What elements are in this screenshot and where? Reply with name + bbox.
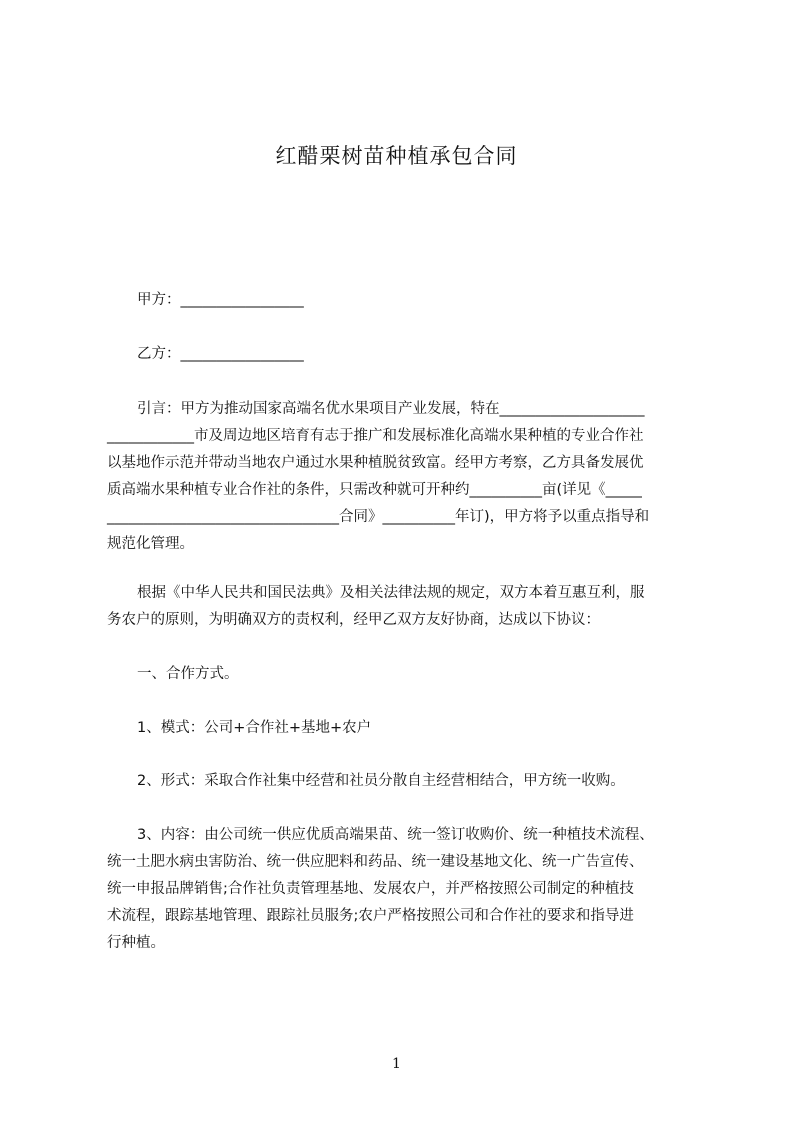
intro-line: ________________________________合同》__________年订)，甲方将予以重点指导和 — [107, 509, 650, 525]
item-form: 2、形式：采取合作社集中经营和社员分散自主经营相结合，甲方统一收购。 — [137, 773, 625, 789]
page-number: 1 — [392, 1056, 401, 1072]
intro-line: 引言：甲方为推动国家高端名优水果项目产业发展，特在____________________ — [137, 401, 645, 417]
item-content-line: 行种植。 — [107, 935, 165, 951]
party-b-line: 乙方：_________________ — [137, 346, 304, 362]
item-mode: 1、模式：公司+合作社+基地+农户 — [137, 720, 372, 736]
basis-line: 根据《中华人民共和国民法典》及相关法律法规的规定，双方本着互惠互利，服 — [137, 585, 645, 601]
intro-line: 以基地作示范并带动当地农户通过水果种植脱贫致富。经甲方考察，乙方具备发展优 — [107, 455, 644, 471]
section-heading: 一、合作方式。 — [137, 666, 239, 682]
party-a-line: 甲方：_________________ — [137, 292, 304, 308]
intro-line: 质高端水果种植专业合作社的条件，只需改种就可开种约__________亩(详见《_____ — [107, 482, 642, 498]
item-content-line: 3、内容：由公司统一供应优质高端果苗、统一签订收购价、统一种植技术流程、 — [137, 827, 654, 843]
intro-line: ____________市及周边地区培育有志于推广和发展标准化高端水果种植的专业合作社 — [107, 428, 644, 444]
document-title: 红醋栗树苗种植承包合同 — [275, 144, 518, 168]
item-content-line: 统一土肥水病虫害防治、统一供应肥料和药品、统一建设基地文化、统一广告宣传、 — [107, 854, 644, 870]
item-content-line: 术流程，跟踪基地管理、跟踪社员服务;农户严格按照公司和合作社的要求和指导进 — [107, 908, 634, 924]
basis-line: 务农户的原则，为明确双方的责权利，经甲乙双方友好协商，达成以下协议： — [107, 612, 600, 628]
intro-line: 规范化管理。 — [107, 536, 194, 552]
item-content-line: 统一申报品牌销售;合作社负责管理基地、发展农户，并严格按照公司制定的种植技 — [107, 881, 634, 897]
